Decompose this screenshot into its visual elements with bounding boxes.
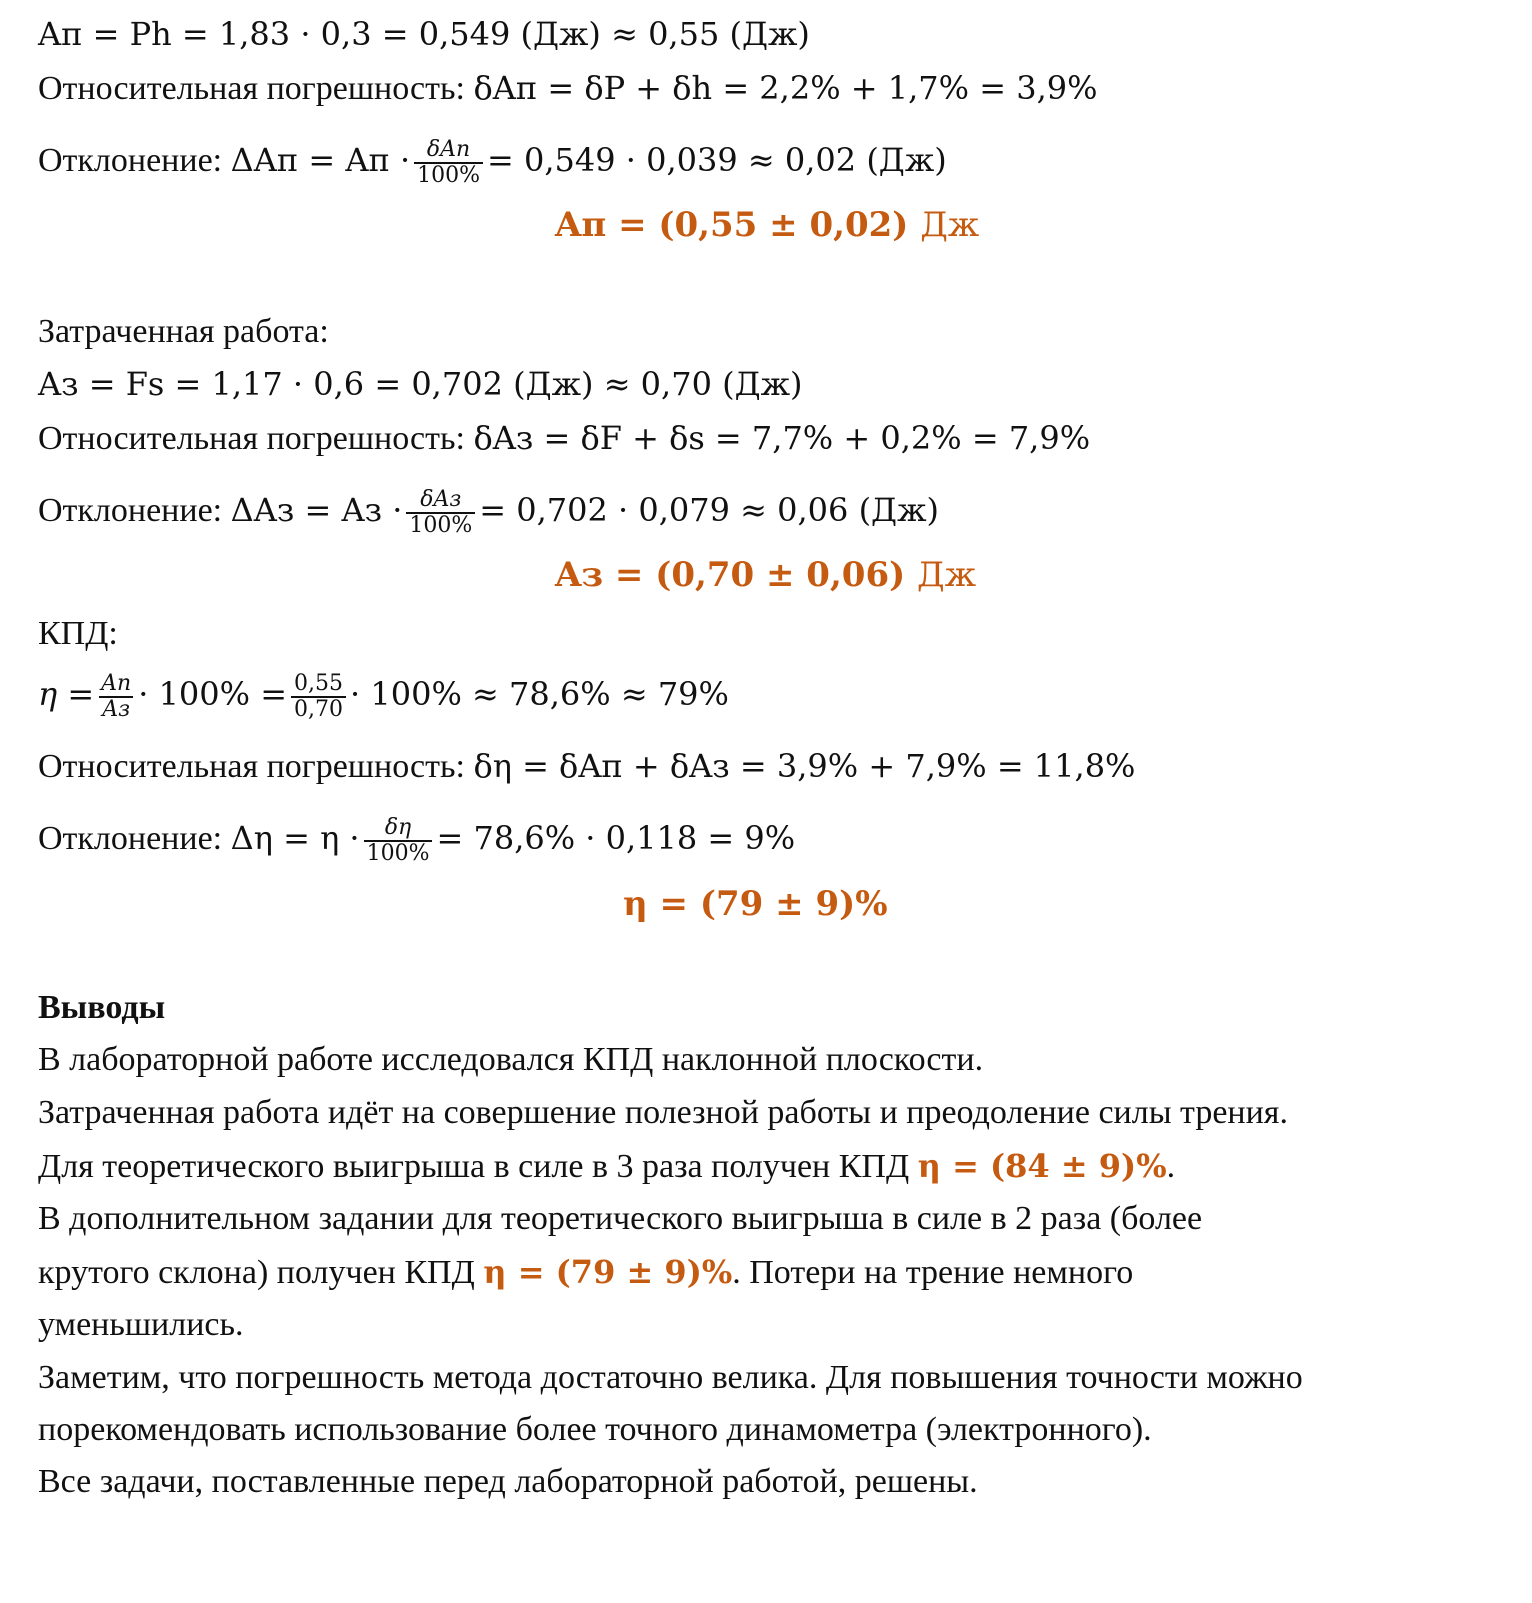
spent-work-formula: Aз = Fs = 1,17 · 0,6 = 0,702 (Дж) ≈ 0,70 (Дж) (38, 365, 803, 403)
conclusion-paragraph-9: Все задачи, поставленные перед лабораторной работой, решены. (38, 1463, 978, 1500)
deviation-rhs: = 0,702 · 0,079 ≈ 0,06 (Дж) (479, 491, 939, 529)
useful-work-formula: Aп = Ph = 1,83 · 0,3 = 0,549 (Дж) ≈ 0,55 (Дж) (38, 15, 810, 53)
deviation-fraction (414, 138, 483, 188)
useful-work-result (555, 205, 979, 245)
efficiency-result: η = (79 ± 9)% (623, 884, 888, 924)
conclusion-paragraph-6: уменьшились. (38, 1306, 244, 1343)
efficiency-value-2x: η = (79 ± 9)% (483, 1253, 733, 1291)
deviation-label: Отклонение: (38, 492, 223, 529)
useful-work-deviation (38, 132, 947, 189)
paragraph-end: . Потери на трение немного (732, 1254, 1134, 1291)
efficiency-heading: КПД: (38, 615, 118, 652)
conclusion-paragraph-5 (38, 1252, 1133, 1293)
rel-error-label: Относительная погрешность: (38, 748, 465, 785)
fraction-denominator: 100% (406, 512, 475, 538)
efficiency-formula (38, 664, 729, 725)
deviation-label: Отклонение: (38, 142, 223, 179)
deviation-fraction (364, 816, 433, 866)
paragraph-text: крутого склона) получен КПД (38, 1254, 484, 1291)
rel-error-expression: δη = δAп + δAз = 3,9% + 7,9% = 11,8% (473, 747, 1136, 785)
rel-error-label: Относительная погрешность: (38, 70, 465, 107)
deviation-fraction (406, 488, 475, 538)
rel-error-label: Относительная погрешность: (38, 420, 465, 457)
spent-work-heading: Затраченная работа: (38, 313, 329, 350)
eta-mid: · 100% = (138, 675, 288, 713)
paragraph-end: . (1166, 1148, 1176, 1185)
efficiency-value-3x: η = (84 ± 9)% (917, 1147, 1167, 1185)
eta-rhs: · 100% ≈ 78,6% ≈ 79% (350, 675, 729, 713)
efficiency-rel-error (38, 746, 1135, 787)
eta-lhs: η = (38, 675, 95, 713)
spent-work-deviation (38, 482, 939, 539)
deviation-lhs: ΔAз = Aз · (230, 491, 403, 529)
conclusion-paragraph-7: Заметим, что погрешность метода достаточно велика. Для повышения точности можно (38, 1359, 1303, 1396)
deviation-rhs: = 78,6% · 0,118 = 9% (436, 819, 796, 857)
result-value: Aз = (0,70 ± 0,06) (555, 555, 906, 595)
conclusions-heading: Выводы (38, 989, 166, 1026)
fraction-numerator: Aп (101, 671, 132, 697)
conclusion-paragraph-1: В лабораторной работе исследовался КПД наклонной плоскости. (38, 1041, 984, 1078)
useful-work-rel-error (38, 68, 1098, 109)
fraction-numerator: δAп (426, 137, 471, 163)
spent-work-result (555, 555, 976, 595)
deviation-lhs: ΔAп = Aп · (230, 141, 411, 179)
efficiency-deviation (38, 810, 795, 867)
spent-work-rel-error (38, 418, 1090, 459)
conclusion-paragraph-3 (38, 1146, 1175, 1187)
rel-error-expression: δAз = δF + δs = 7,7% + 0,2% = 7,9% (473, 419, 1091, 457)
fraction-denominator: 100% (414, 162, 483, 188)
conclusion-paragraph-8: порекомендовать использование более точного динамометра (электронного). (38, 1411, 1152, 1448)
conclusion-paragraph-4: В дополнительном задании для теоретического выигрыша в силе в 2 раза (более (38, 1200, 1203, 1237)
fraction-denominator: 0,70 (291, 696, 346, 722)
result-value: Aп = (0,55 ± 0,02) (555, 205, 909, 245)
fraction-denominator: 100% (364, 840, 433, 866)
deviation-rhs: = 0,549 · 0,039 ≈ 0,02 (Дж) (487, 141, 947, 179)
result-unit: Дж (920, 205, 980, 245)
conclusion-paragraph-2: Затраченная работа идёт на совершение полезной работы и преодоление силы трения. (38, 1094, 1288, 1131)
fraction-numerator: δη (384, 815, 412, 841)
work-ratio-fraction (98, 672, 134, 722)
value-ratio-fraction (291, 672, 346, 722)
paragraph-text: Для теоретического выигрыша в силе в 3 раза получен КПД (38, 1148, 918, 1185)
fraction-numerator: 0,55 (294, 671, 344, 697)
result-unit: Дж (917, 555, 976, 595)
fraction-numerator: δAз (420, 487, 462, 513)
deviation-label: Отклонение: (38, 820, 223, 857)
fraction-denominator: Aз (99, 696, 133, 722)
rel-error-expression: δAп = δP + δh = 2,2% + 1,7% = 3,9% (473, 69, 1098, 107)
deviation-lhs: Δη = η · (230, 819, 360, 857)
